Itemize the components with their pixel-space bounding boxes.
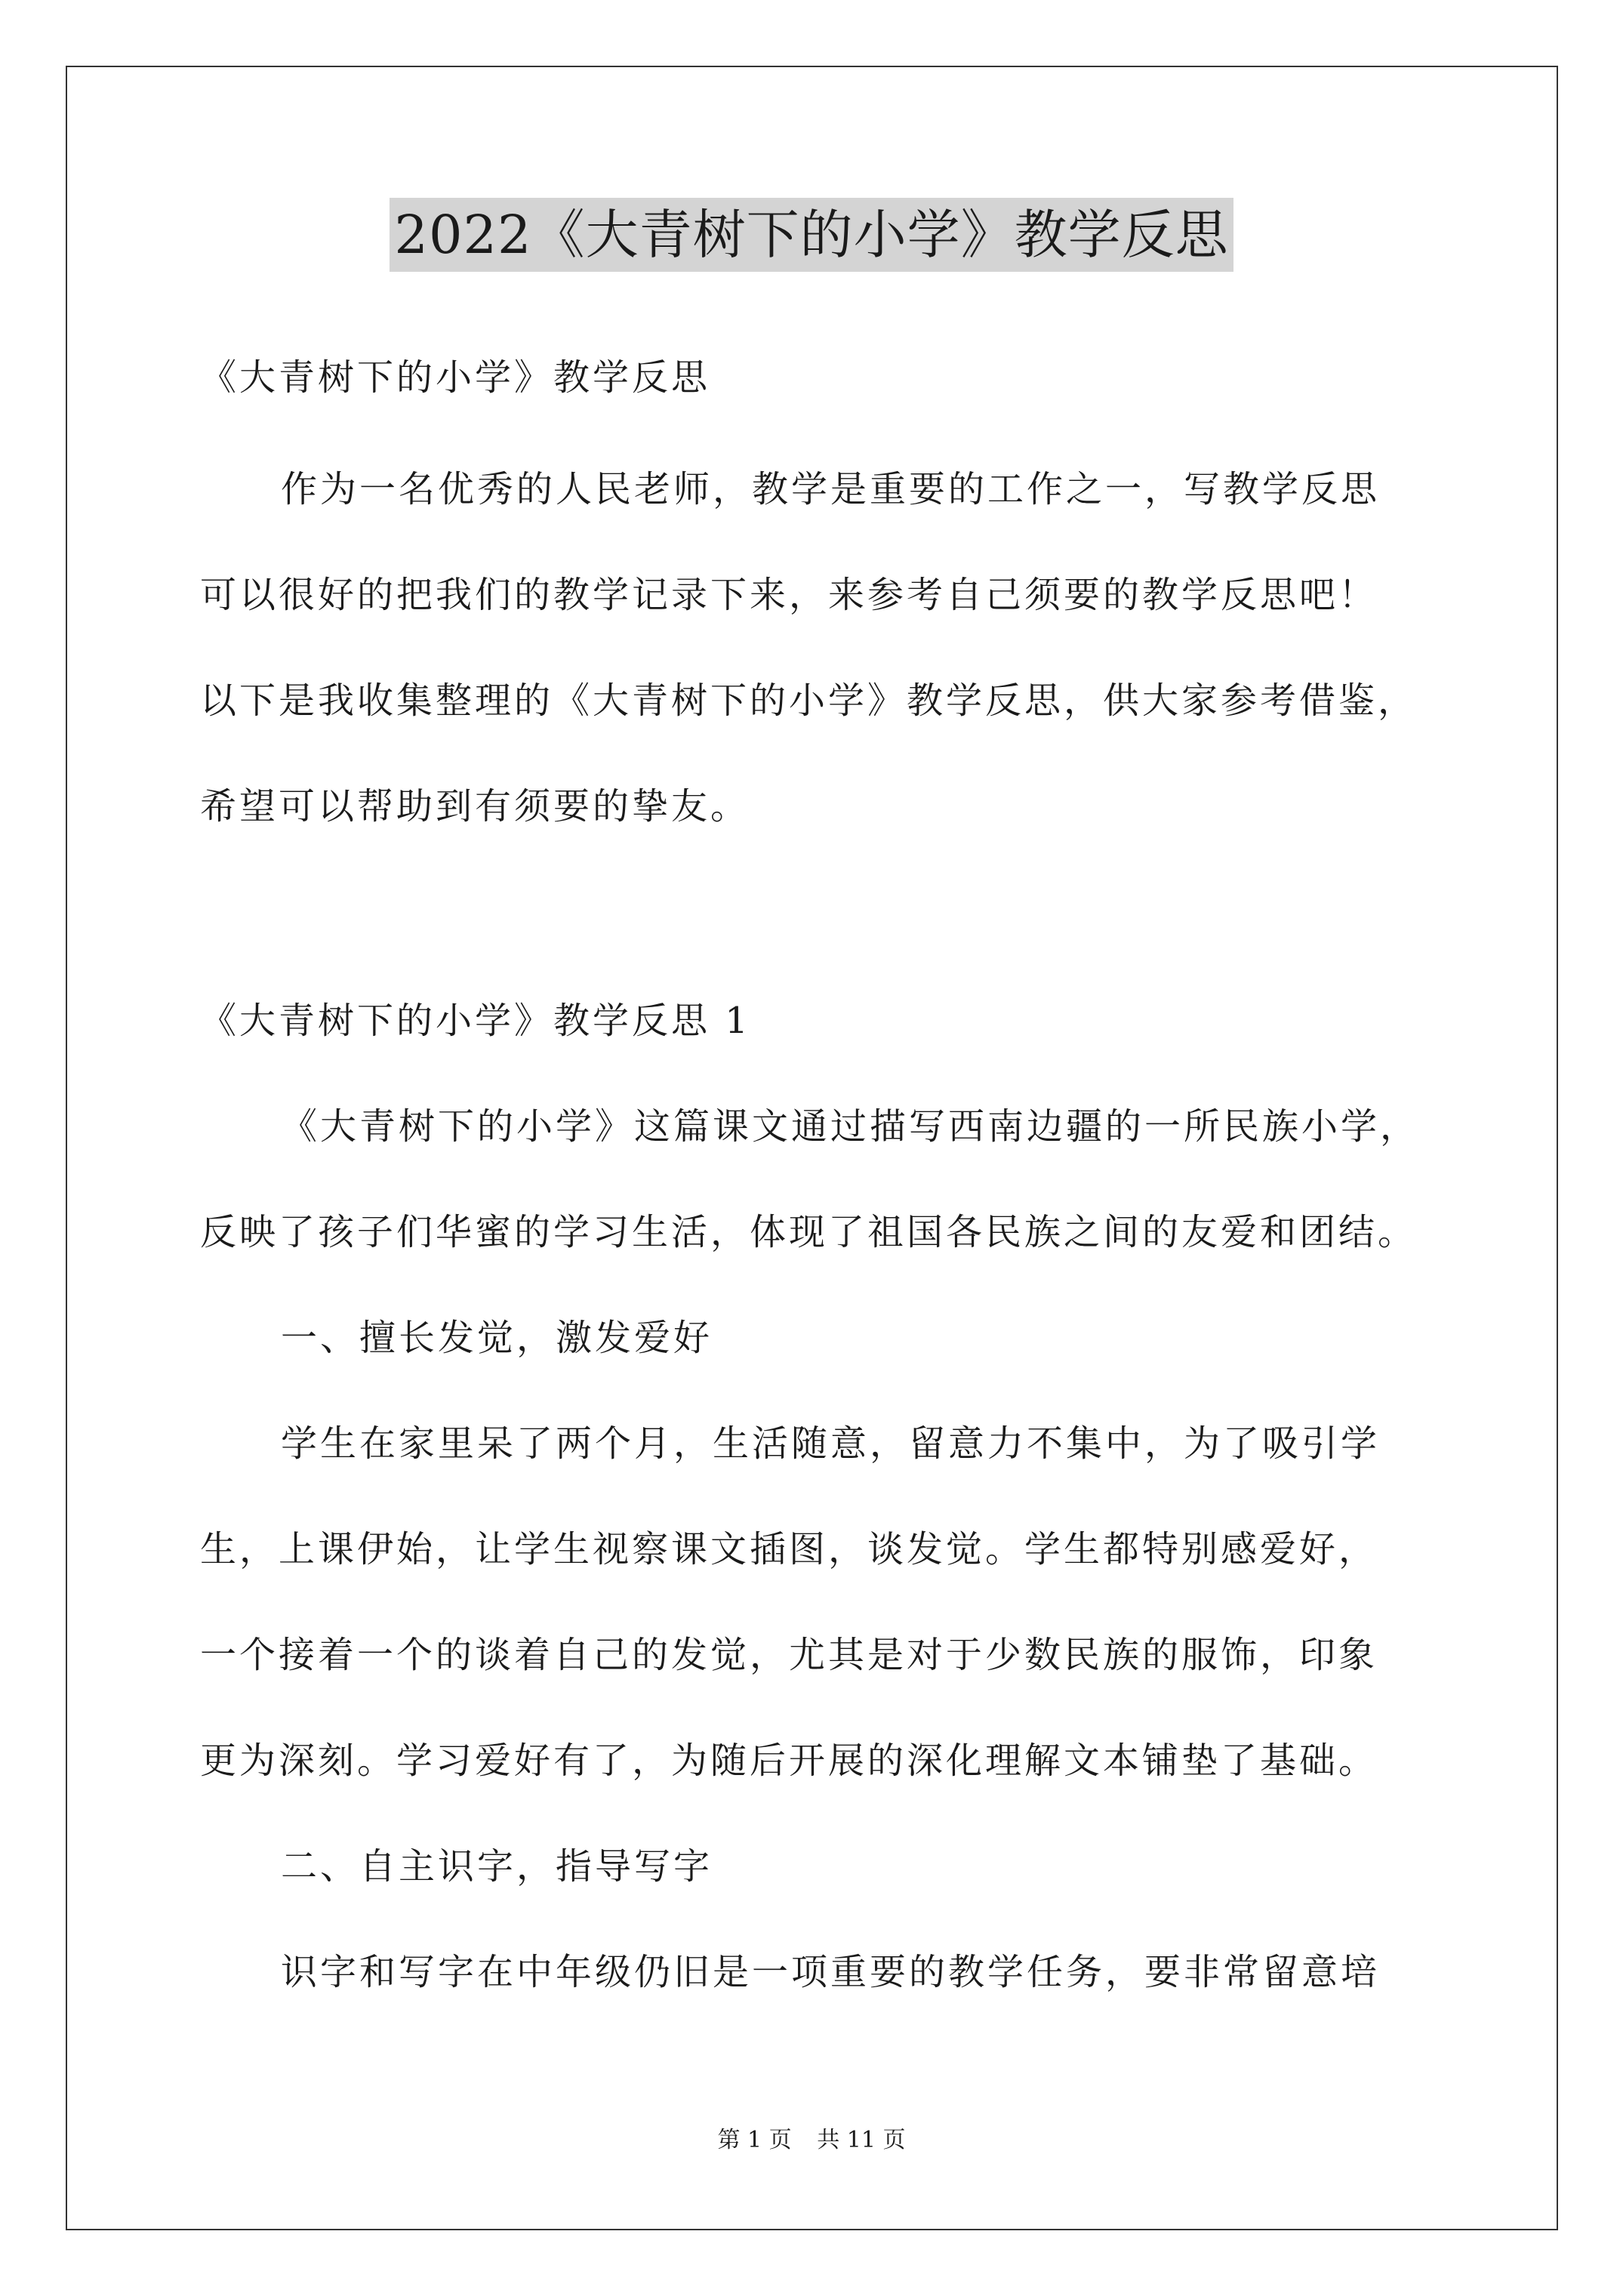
page-total: 共 11 页	[817, 2127, 906, 2153]
title-container	[0, 198, 1623, 272]
paragraph-line: 《大青树下的小学》这篇课文通过描写西南边疆的一所民族小学，	[281, 1105, 1420, 1148]
paragraph-line: 识字和写字在中年级仍旧是一项重要的教学任务，要非常留意培	[281, 1951, 1381, 1993]
document-title: 2022《大青树下的小学》教学反思	[390, 198, 1233, 272]
point-heading: 一、擅长发觉，激发爱好	[281, 1317, 713, 1359]
paragraph-line: 学生在家里呆了两个月，生活随意，留意力不集中，为了吸引学	[281, 1422, 1381, 1465]
intro-line: 作为一名优秀的人民老师，教学是重要的工作之一，写教学反思	[281, 468, 1381, 510]
intro-line: 以下是我收集整理的《大青树下的小学》教学反思，供大家参考借鉴，	[200, 680, 1418, 722]
paragraph-line: 更为深刻。学习爱好有了，为随后开展的深化理解文本铺垫了基础。	[200, 1740, 1378, 1782]
point-heading: 二、自主识字，指导写字	[281, 1845, 713, 1888]
section-heading: 《大青树下的小学》教学反思 1	[200, 1000, 751, 1042]
intro-line: 希望可以帮助到有须要的挚友。	[200, 785, 750, 827]
page-footer	[0, 2125, 1623, 2156]
intro-line: 可以很好的把我们的教学记录下来，来参考自己须要的教学反思吧！	[200, 574, 1378, 616]
paragraph-line: 反映了孩子们华蜜的学习生活，体现了祖国各民族之间的友爱和团结。	[200, 1211, 1418, 1253]
page-number: 第 1 页	[717, 2127, 792, 2153]
paragraph-line: 一个接着一个的谈着自己的发觉，尤其是对于少数民族的服饰，印象	[200, 1634, 1378, 1676]
document-subtitle: 《大青树下的小学》教学反思	[200, 356, 711, 399]
paragraph-line: 生，上课伊始，让学生视察课文插图，谈发觉。学生都特别感爱好，	[200, 1528, 1378, 1570]
